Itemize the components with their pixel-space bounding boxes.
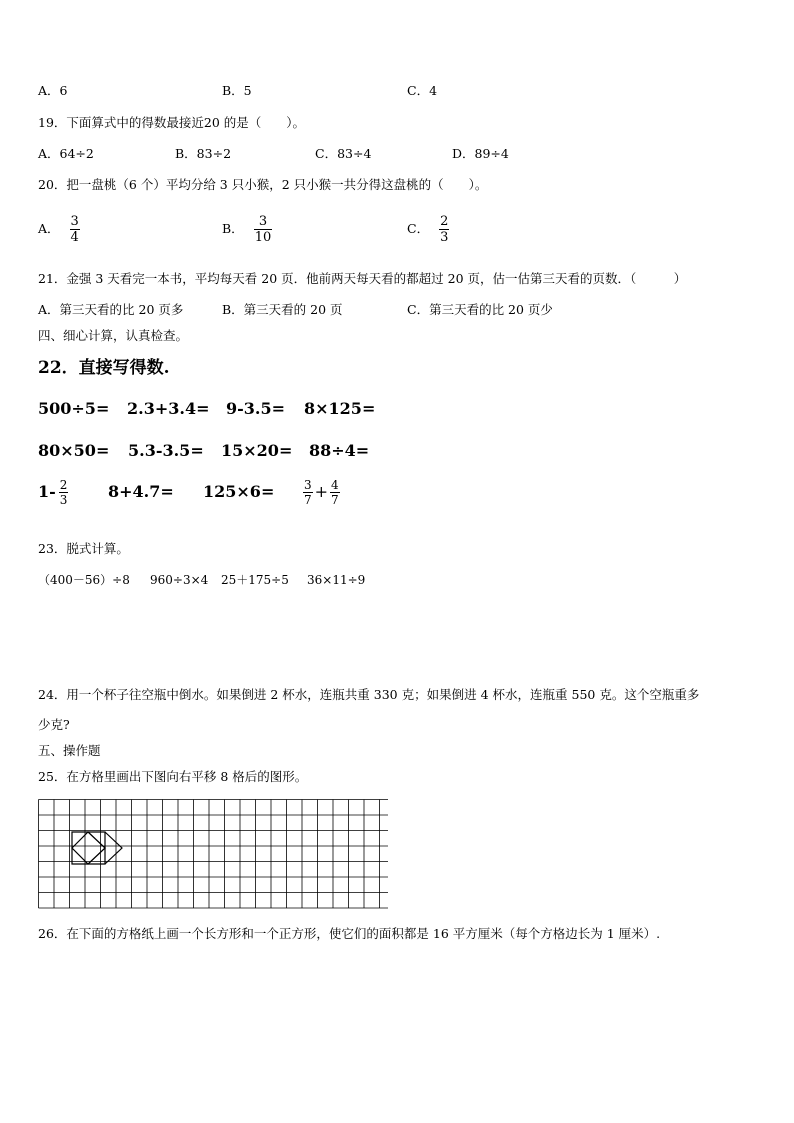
q21-option-c: C．第三天看的比 20 页少 <box>407 302 553 317</box>
fraction <box>254 214 273 245</box>
fraction <box>70 214 80 245</box>
denominator: 3 <box>59 493 68 507</box>
q22-r3-c4 <box>303 475 340 509</box>
numerator: 3 <box>70 214 79 229</box>
q23-title: 23．脱式计算。 <box>38 541 129 556</box>
q20-option-a <box>38 214 80 245</box>
left-diamond <box>72 832 105 864</box>
q18-option-c: C．4 <box>407 83 438 98</box>
q20-stem: 20．把一盘桃（6 个）平均分给 3 只小猴，2 只小猴一共分得这盘桃的（ ）。 <box>38 177 488 192</box>
q25-title: 25．在方格里画出下图向右平移 8 格后的图形。 <box>38 769 308 784</box>
q19-option-a: A．64÷2 <box>38 146 94 161</box>
q20-option-c <box>407 214 449 245</box>
q22-r1-c3: 9-3.5= <box>226 399 286 418</box>
numerator: 3 <box>254 214 273 230</box>
denominator: 7 <box>331 493 339 507</box>
option-label: B． <box>222 221 244 236</box>
q19-option-b: B．83÷2 <box>175 146 232 161</box>
q22-r2-c2: 5.3-3.5= <box>128 441 204 460</box>
figure-box <box>72 832 105 864</box>
q22-r2-c1: 80×50= <box>38 441 110 460</box>
section-5-heading: 五、操作题 <box>38 743 101 758</box>
denominator: 10 <box>254 230 272 245</box>
q20-option-b <box>222 214 272 245</box>
q26-title: 26．在下面的方格纸上画一个长方形和一个正方形，使它们的面积都是 16 平方厘米（每个方格边长为 1 厘米）. <box>38 926 661 941</box>
q23-item-3: 25＋175÷5 <box>221 573 289 587</box>
q22-r2-c4: 88÷4= <box>309 441 370 460</box>
q23-item-2: 960÷3×4 <box>150 573 209 587</box>
q22-r1-c1: 500÷5= <box>38 399 110 418</box>
q19-option-c: C．83÷4 <box>315 146 372 161</box>
expression-prefix: 1- <box>38 482 56 501</box>
denominator: 3 <box>440 230 449 245</box>
right-chevron <box>105 832 122 864</box>
q24-line-1: 24．用一个杯子往空瓶中倒水。如果倒进 2 杯水，连瓶共重 330 克；如果倒进 4 杯水，连瓶重 550 克。这个空瓶重多 <box>38 687 700 702</box>
section-4-heading: 四、细心计算，认真检查。 <box>38 328 189 343</box>
option-label: C． <box>407 221 430 236</box>
square-grid <box>38 799 388 915</box>
q21-option-a: A．第三天看的比 20 页多 <box>38 302 184 317</box>
q18-option-a: A．6 <box>38 83 68 98</box>
q22-r3-c2: 8+4.7= <box>108 482 174 501</box>
q23-item-4: 36×11÷9 <box>307 573 366 587</box>
numerator: 4 <box>331 478 339 492</box>
q23-item-1: （400－56）÷8 <box>38 573 130 587</box>
q22-r1-c2: 2.3+3.4= <box>127 399 210 418</box>
fraction <box>330 478 340 507</box>
q19-stem: 19．下面算式中的得数最接近20 的是（ ）。 <box>38 115 306 130</box>
diamond-figure <box>72 832 122 864</box>
q21-option-b: B．第三天看的 20 页 <box>222 302 343 317</box>
numerator: 2 <box>59 478 68 492</box>
q18-option-b: B．5 <box>222 83 252 98</box>
q24-line-2: 少克? <box>38 717 70 732</box>
numerator: 2 <box>440 214 449 229</box>
denominator: 4 <box>70 230 79 245</box>
fraction <box>303 478 313 507</box>
q22-r1-c4: 8×125= <box>304 399 376 418</box>
denominator: 7 <box>304 493 312 507</box>
q22-r3-c1 <box>38 475 68 509</box>
option-label: A． <box>38 221 60 236</box>
fraction <box>439 214 449 245</box>
q19-option-d: D．89÷4 <box>452 146 509 161</box>
grid-lines <box>39 800 389 909</box>
q21-stem: 21．金强 3 天看完一本书，平均每天看 20 页．他前两天每天看的都超过 20 页，估一估第三天看的页数．（ ） <box>38 271 687 286</box>
q22-r2-c3: 15×20= <box>221 441 293 460</box>
q22-title: 22．直接写得数. <box>38 358 170 378</box>
plus-operator: + <box>314 482 329 501</box>
numerator: 3 <box>304 478 312 492</box>
q22-r3-c3: 125×6= <box>203 482 275 501</box>
fraction <box>59 478 69 507</box>
